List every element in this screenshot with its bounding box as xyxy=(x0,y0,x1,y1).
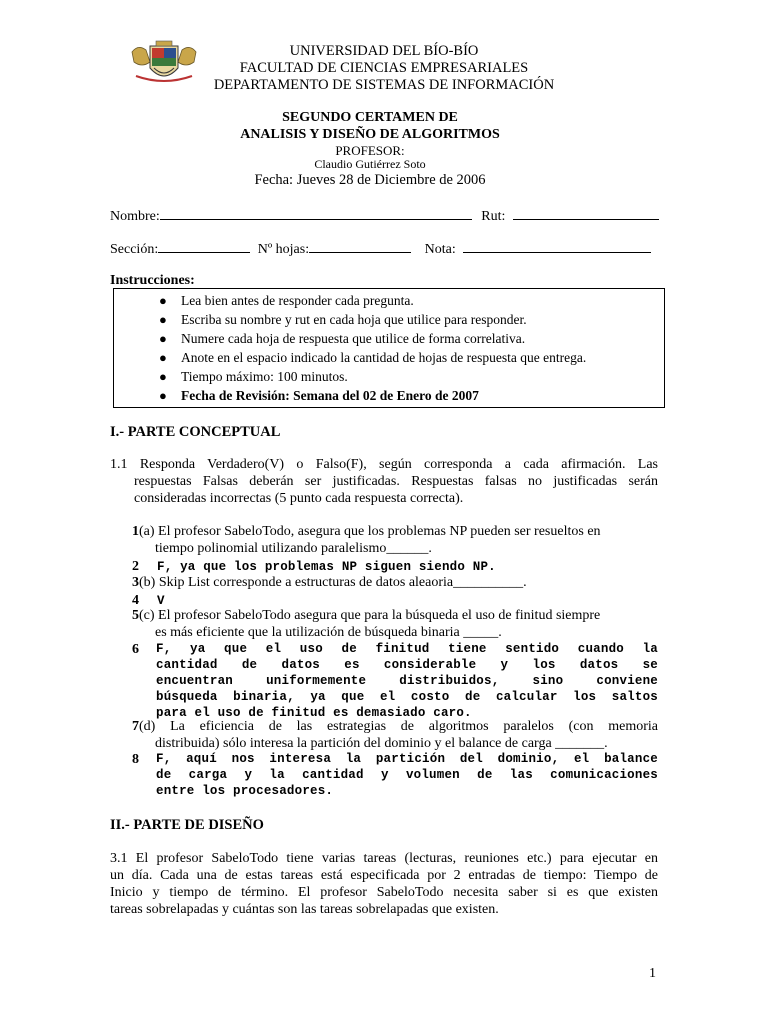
answer-4: 4 V xyxy=(132,593,165,608)
answer-6-line4: búsqueda binaria, ya que el costo de calcular los saltos xyxy=(156,690,658,704)
question-1-line2: tiempo polinomial utilizando paralelismo______. xyxy=(155,541,432,556)
instruction-item: ● Lea bien antes de responder cada pregunta. xyxy=(159,293,414,308)
sheets-label: Nº hojas: xyxy=(257,242,310,257)
answer-8: 8 F, aquí nos interesa la partición del dominio, el balance xyxy=(132,752,658,767)
instruction-item: ● Tiempo máximo: 100 minutos. xyxy=(159,369,348,384)
bullet-icon: ● xyxy=(159,369,167,384)
instructions-box xyxy=(113,288,665,408)
section-field-row xyxy=(110,239,651,258)
question-3: 3(b) Skip List corresponde a estructuras de datos aleaoria__________. xyxy=(132,575,527,590)
part1-intro-line1: 1.1 Responda Verdadero(V) o Falso(F), según corresponda a cada afirmación. Las xyxy=(110,457,658,472)
part2-paragraph-line3: Inicio y tiempo de término. El profesor SabeloTodo necesita saber si es que existen xyxy=(110,885,658,900)
question-7-line2: distribuida) sólo interesa la partición del dominio y el balance de carga _______. xyxy=(155,736,608,751)
exam-date: Fecha: Jueves 28 de Diciembre de 2006 xyxy=(254,172,486,188)
section-label: Sección: xyxy=(110,242,159,257)
department-name: DEPARTAMENTO DE SISTEMAS DE INFORMACIÓN xyxy=(213,77,555,93)
instruction-item: ● Escriba su nombre y rut en cada hoja que utilice para responder. xyxy=(159,312,527,327)
answer-6: 6 F, ya que el uso de finitud tiene sentido cuando la xyxy=(132,642,658,657)
faculty-name: FACULTAD DE CIENCIAS EMPRESARIALES xyxy=(239,60,529,76)
instruction-item: ● Numere cada hoja de respuesta que utilice de forma correlativa. xyxy=(159,331,526,346)
rut-input-line[interactable] xyxy=(513,206,659,220)
bullet-icon: ● xyxy=(159,293,167,308)
name-input-line[interactable] xyxy=(160,206,472,220)
question-1: 1(a) El profesor SabeloTodo, asegura que los problemas NP pueden ser resueltos en xyxy=(132,524,601,539)
question-7: 7(d) La eficiencia de las estrategias de algoritmos paralelos (con memoria xyxy=(132,719,658,734)
part1-intro-line3: consideradas incorrectas (5 punto cada respuesta correcta). xyxy=(134,491,464,506)
answer-8-line3: entre los procesadores. xyxy=(156,784,334,798)
bullet-icon: ● xyxy=(159,388,167,403)
answer-2: 2 F, ya que los problemas NP siguen siendo NP. xyxy=(132,559,496,574)
part2-heading: II.- PARTE DE DISEÑO xyxy=(110,817,264,833)
answer-6-line5: para el uso de finitud es demasiado caro. xyxy=(156,706,472,720)
name-field-row xyxy=(110,206,659,225)
bullet-icon: ● xyxy=(159,350,167,365)
part1-intro-line2: respuestas Falsas deberán ser justificadas. Respuestas falsas no justificadas serán xyxy=(134,474,658,489)
part2-paragraph-line2: un día. Cada una de estas tareas está especificada por 2 entradas de tiempo: Tiempo de xyxy=(110,868,658,883)
part2-paragraph-line1: 3.1 El profesor SabeloTodo tiene varias tareas (lecturas, reuniones etc.) para ejecutar en xyxy=(110,851,658,866)
instructions-heading: Instrucciones: xyxy=(110,273,195,288)
professor-name: Claudio Gutiérrez Soto xyxy=(314,157,426,171)
part1-heading: I.- PARTE CONCEPTUAL xyxy=(110,424,281,440)
section-input-line[interactable] xyxy=(158,239,250,253)
page-number: 1 xyxy=(649,966,656,981)
instruction-item: ● Anote en el espacio indicado la cantidad de hojas de respuesta que entrega. xyxy=(159,350,587,365)
bullet-icon: ● xyxy=(159,331,167,346)
part2-paragraph-line4: tareas sobrelapadas y cuántas son las tareas sobrelapadas que existen. xyxy=(110,902,499,917)
answer-6-line2: cantidad de datos es considerable y los datos se xyxy=(156,658,658,672)
professor-label: PROFESOR: xyxy=(335,143,405,158)
sheets-input-line[interactable] xyxy=(309,239,411,253)
instruction-item: ● Fecha de Revisión: Semana del 02 de Enero de 2007 xyxy=(159,388,479,403)
answer-6-line3: encuentran uniformemente distribuidos, sino conviene xyxy=(156,674,658,688)
grade-label: Nota: xyxy=(424,242,456,257)
grade-input-line[interactable] xyxy=(463,239,651,253)
question-5-line2: es más eficiente que la utilización de búsqueda binaria _____. xyxy=(155,625,502,640)
question-5: 5(c) El profesor SabeloTodo asegura que para la búsqueda el uso de finitud siempre xyxy=(132,608,601,623)
answer-8-line2: de carga y la cantidad y volumen de las comunicaciones xyxy=(156,768,658,782)
name-label: Nombre: xyxy=(110,209,160,224)
university-name: UNIVERSIDAD DEL BÍO-BÍO xyxy=(289,43,479,59)
exam-title-line2: ANALISIS Y DISEÑO DE ALGORITMOS xyxy=(240,127,500,142)
bullet-icon: ● xyxy=(159,312,167,327)
rut-label: Rut: xyxy=(481,209,506,224)
exam-title-line1: SEGUNDO CERTAMEN DE xyxy=(282,110,458,125)
